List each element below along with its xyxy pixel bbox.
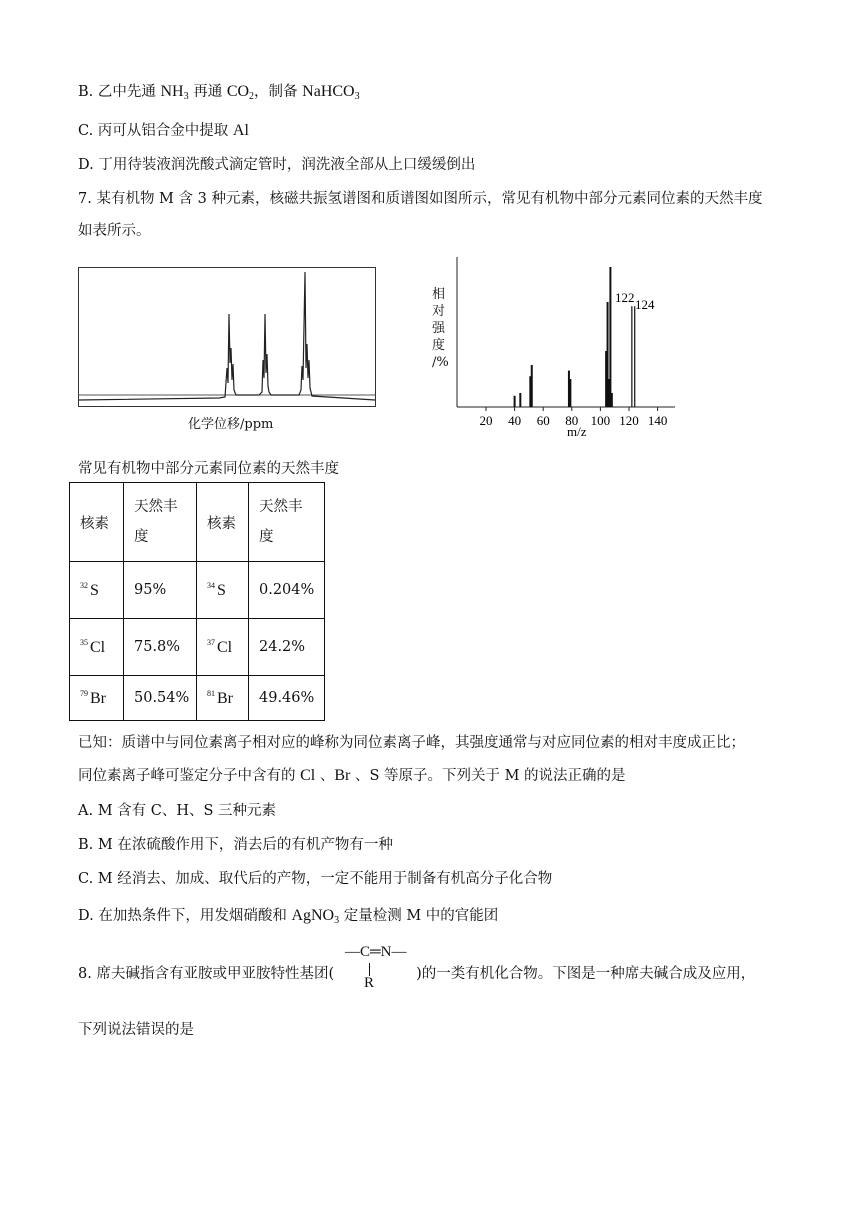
- ms-x-tick-label: 20: [479, 413, 493, 428]
- nuclide-cell: $^{32}$ S: [70, 562, 124, 619]
- imine-group-formula: —C═N—: [345, 944, 407, 960]
- q7-option-c: C. M 经消去、加成、取代后的产物，一定不能用于制备有机高分子化合物: [78, 871, 553, 887]
- imine-group-structure: [345, 944, 425, 994]
- nuclide-cell: $^{37}$ Cl: [197, 619, 249, 676]
- q8-stem-line2: 下列说法错误的是: [78, 1022, 194, 1038]
- header-nuclide-1: 核素: [70, 483, 124, 562]
- table-row: [70, 562, 325, 619]
- header-abundance-2: 天然丰 度: [249, 483, 325, 562]
- option-d-q6: D. 丁用待装液润洗酸式滴定管时，润洗液全部从上口缓缓倒出: [78, 157, 476, 173]
- nuclide-cell: $^{81}$ Br: [197, 676, 249, 721]
- ms-peak-label-122: 122: [615, 290, 635, 305]
- abundance-cell: 0.204%: [249, 562, 325, 619]
- header-abundance-1: 天然丰 度: [124, 483, 197, 562]
- q7-known-line1: 已知：质谱中与同位素离子相对应的峰称为同位素离子峰，其强度通常与对应同位素的相对丰度成正比；: [78, 735, 745, 751]
- ms-x-tick-label: 60: [536, 413, 550, 428]
- abundance-cell: 95%: [124, 562, 197, 619]
- q7-option-a: A. M 含有 C、H、S 三种元素: [78, 803, 277, 819]
- q7-option-b: B. M 在浓硫酸作用下，消去后的有机产物有一种: [78, 837, 393, 853]
- abundance-cell: 24.2%: [249, 619, 325, 676]
- nmr-trace: [79, 272, 375, 400]
- nuclide-cell: $^{34}$ S: [197, 562, 249, 619]
- ms-x-axis-label: m/z: [567, 424, 587, 439]
- mass-spectrum: [420, 255, 680, 445]
- nuclide-cell: $^{35}$ Cl: [70, 619, 124, 676]
- q8-stem-line1: 8. 席夫碱指含有亚胺或甲亚胺特性基团( )的一类有机化合物。下图是一种席夫碱合成及应用，: [78, 966, 756, 982]
- q7-option-d: D. 在加热条件下，用发烟硝酸和 AgNO$_3$ 定量检测 M 中的官能团: [78, 907, 499, 926]
- abundance-cell: 49.46%: [249, 676, 325, 721]
- q7-stem-line1: 7. 某有机物 M 含 3 种元素，核磁共振氢谱图和质谱图如图所示，常见有机物中部分元素同位素的天然丰度: [78, 191, 763, 207]
- isotope-abundance-table: [69, 482, 325, 721]
- q7-stem-line2: 如表所示。: [78, 223, 151, 239]
- table-row: [70, 619, 325, 676]
- ms-x-tick-label: 140: [647, 413, 668, 428]
- imine-group-r: R: [364, 975, 375, 991]
- nmr-x-axis-label: 化学位移/ppm: [188, 417, 274, 432]
- table-header-row: [70, 483, 325, 562]
- ms-y-axis-label: 相 对 强 度 /%: [432, 287, 449, 370]
- table-caption: 常见有机物中部分元素同位素的天然丰度: [78, 461, 339, 477]
- option-c-q6: C. 丙可从铝合金中提取 Al: [78, 122, 249, 139]
- table-row: [70, 676, 325, 721]
- nmr-spectrum: [78, 267, 376, 407]
- ms-x-tick-label: 100: [590, 413, 611, 428]
- abundance-cell: 50.54%: [124, 676, 197, 721]
- ms-x-tick-label: 40: [508, 413, 522, 428]
- nmr-plot: [79, 268, 375, 406]
- option-b-q6: B. 乙中先通 $NH_3$ 再通 $CO_2$，制备 NaHCO$_3$: [78, 83, 360, 102]
- ms-peak-label-124: 124: [635, 297, 655, 312]
- abundance-cell: 75.8%: [124, 619, 197, 676]
- header-nuclide-2: 核素: [197, 483, 249, 562]
- q7-known-line2: 同位素离子峰可鉴定分子中含有的 Cl 、Br 、S 等原子。下列关于 M 的说法正确的是: [78, 767, 626, 784]
- nuclide-cell: $^{79}$ Br: [70, 676, 124, 721]
- ms-x-tick-label: 120: [619, 413, 639, 428]
- ms-plot: [420, 255, 680, 445]
- ms-x-tick-label: 80: [565, 413, 579, 428]
